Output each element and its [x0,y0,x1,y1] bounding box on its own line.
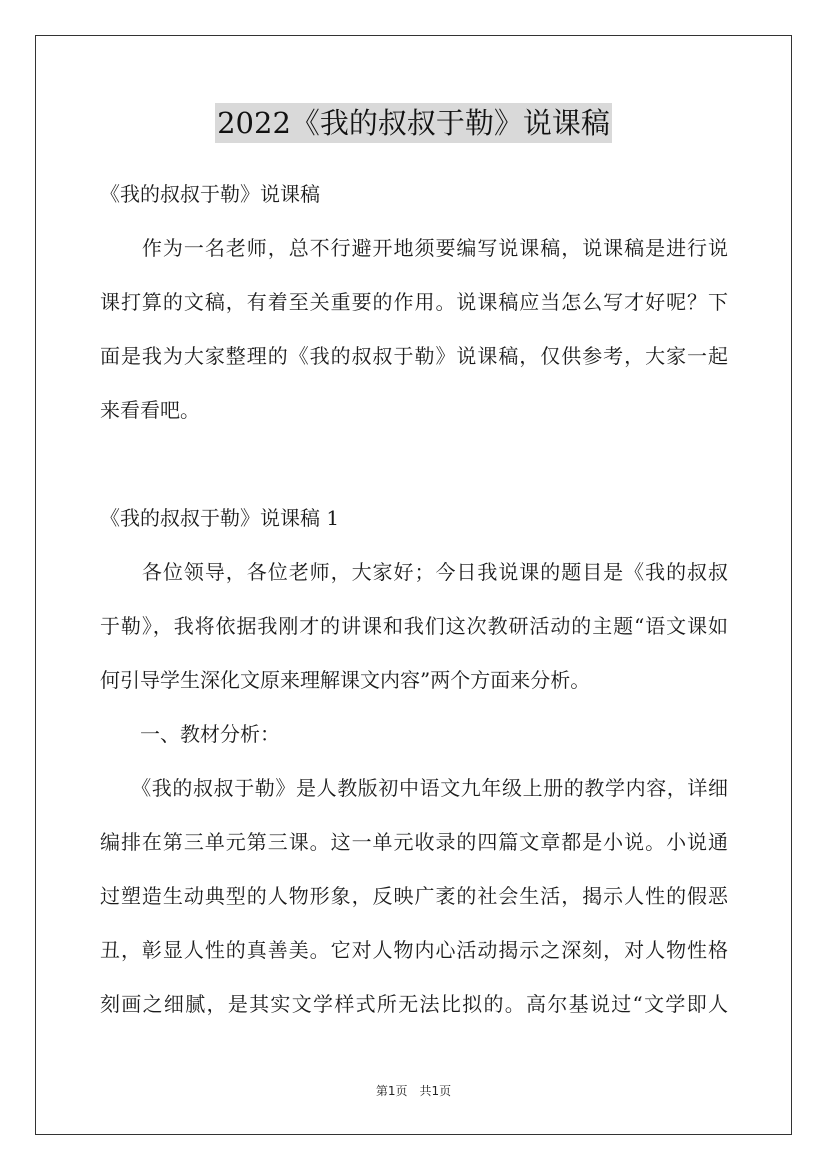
subsection-heading: 一、教材分析： [100,722,280,746]
section-heading: 《我的叔叔于勒》说课稿 [100,182,320,206]
paragraph-line: 课打算的文稿，有着至关重要的作用。说课稿应当怎么写才好呢？下 [100,290,728,314]
paragraph-line: 丑，彰显人性的真善美。它对人物内心活动揭示之深刻，对人物性格 [100,938,728,962]
paragraph-line: 刻画之细腻，是其实文学样式所无法比拟的。高尔基说过“文学即人 [100,992,728,1016]
paragraph-line: 来看看吧。 [100,398,200,422]
paragraph-line: 过塑造生动典型的人物形象，反映广袤的社会生活，揭示人性的假恶 [100,884,728,908]
title-container [0,103,827,143]
paragraph-line: 面是我为大家整理的《我的叔叔于勒》说课稿，仅供参考，大家一起 [100,344,728,368]
section-heading: 《我的叔叔于勒》说课稿 1 [100,506,340,530]
paragraph-line: 《我的叔叔于勒》是人教版初中语文九年级上册的教学内容，详细 [100,776,728,800]
page-footer: 第1页 共1页 [375,1084,452,1098]
paragraph-line: 作为一名老师，总不行避开地须要编写说课稿，说课稿是进行说 [100,236,728,260]
paragraph-line: 编排在第三单元第三课。这一单元收录的四篇文章都是小说。小说通 [100,830,728,854]
document-title: 2022《我的叔叔于勒》说课稿 [215,103,612,143]
paragraph-line: 何引导学生深化文原来理解课文内容”两个方面来分析。 [100,668,591,692]
paragraph-line: 于勒》，我将依据我刚才的讲课和我们这次教研活动的主题“语文课如 [100,614,728,638]
paragraph-line: 各位领导，各位老师，大家好；今日我说课的题目是《我的叔叔 [100,560,728,584]
